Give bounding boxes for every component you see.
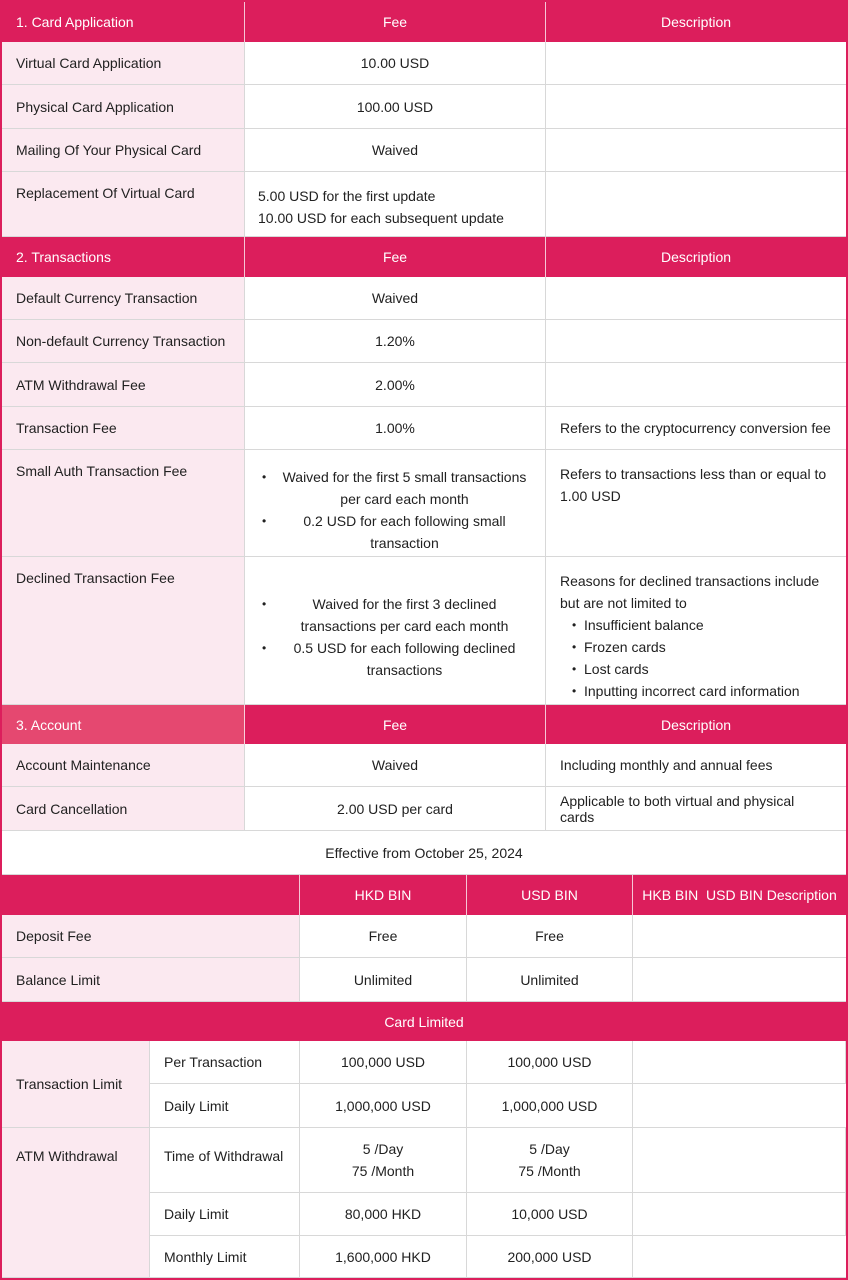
row-label: Non-default Currency Transaction xyxy=(2,320,245,363)
row-label: Transaction Limit xyxy=(2,1041,150,1128)
fee-cell: Waived xyxy=(245,744,546,787)
description-cell xyxy=(546,172,846,237)
fee-cell: 1.20% xyxy=(245,320,546,363)
fee-column-header: Fee xyxy=(245,705,546,744)
description-cell xyxy=(546,277,846,320)
description-cell xyxy=(633,1236,846,1278)
fee-bullet: • 0.5 USD for each following declined transactions xyxy=(260,637,535,681)
hkd-bin-header: HKD BIN xyxy=(300,875,467,915)
description-bullet: • Insufficient balance xyxy=(570,614,800,636)
table-row xyxy=(2,915,846,958)
section-header-card-application xyxy=(2,2,846,42)
table-row xyxy=(2,744,846,787)
description-cell xyxy=(633,1041,846,1084)
table-row xyxy=(2,277,846,320)
description-cell: Applicable to both virtual and physical cards xyxy=(546,787,846,831)
table-row xyxy=(2,363,846,407)
description-intro: Reasons for declined transactions include but are not limited to xyxy=(560,573,820,611)
description-text: Refers to transactions less than or equal to 1.00 USD xyxy=(560,466,827,504)
section-title: 2. Transactions xyxy=(2,237,245,277)
row-label: Physical Card Application xyxy=(2,85,245,129)
description-column-header: Description xyxy=(546,2,846,42)
fee-cell: Waived xyxy=(245,277,546,320)
effective-date-note: Effective from October 25, 2024 xyxy=(2,831,846,875)
description-cell: Refers to the cryptocurrency conversion fee xyxy=(546,407,846,450)
limit-group-atm-withdrawal xyxy=(2,1128,846,1278)
blank-header-cell xyxy=(2,875,300,915)
row-label: Declined Transaction Fee xyxy=(2,557,245,705)
description-cell xyxy=(546,85,846,129)
description-cell xyxy=(546,129,846,172)
fee-cell: 10.00 USD xyxy=(245,42,546,85)
fee-cell: 2.00 USD per card xyxy=(245,787,546,831)
row-label: Virtual Card Application xyxy=(2,42,245,85)
description-cell xyxy=(546,42,846,85)
row-label: Deposit Fee xyxy=(2,915,300,958)
row-label: Small Auth Transaction Fee xyxy=(2,450,245,557)
row-label: Card Cancellation xyxy=(2,787,245,831)
row-label: Mailing Of Your Physical Card xyxy=(2,129,245,172)
value-line: 5 /Day xyxy=(529,1141,570,1157)
row-label: Account Maintenance xyxy=(2,744,245,787)
fee-cell: 1.00% xyxy=(245,407,546,450)
sub-row-label: Monthly Limit xyxy=(150,1236,300,1278)
fee-bullet: • 0.2 USD for each following small transaction xyxy=(260,510,535,554)
hkd-value-cell: 1,600,000 HKD xyxy=(300,1236,467,1278)
table-row xyxy=(2,129,846,172)
section-title: 3. Account xyxy=(2,705,245,744)
limit-group-transaction xyxy=(2,1041,846,1128)
fee-line: 5.00 USD for the first update xyxy=(258,188,436,204)
table-row xyxy=(2,42,846,85)
table-row xyxy=(2,450,846,557)
fee-cell xyxy=(245,172,546,237)
description-column-header: Description xyxy=(546,237,846,277)
sub-row-label: Daily Limit xyxy=(150,1084,300,1128)
row-label: ATM Withdrawal Fee xyxy=(2,363,245,407)
description-bullet-list xyxy=(560,614,800,702)
description-cell xyxy=(633,958,846,1002)
fee-line: 10.00 USD for each subsequent update xyxy=(258,210,504,226)
description-cell xyxy=(633,1128,846,1193)
hkd-value-cell: 80,000 HKD xyxy=(300,1193,467,1236)
description-bullet: • Frozen cards xyxy=(570,636,800,658)
table-row xyxy=(2,958,846,1002)
hkd-value-cell: 100,000 USD xyxy=(300,1041,467,1084)
fee-column-header: Fee xyxy=(245,2,546,42)
description-bullet: • Inputting incorrect card information xyxy=(570,680,800,702)
row-label: Balance Limit xyxy=(2,958,300,1002)
card-limited-banner: Card Limited xyxy=(2,1002,846,1041)
value-line: 75 /Month xyxy=(518,1163,581,1179)
usd-value-cell: Unlimited xyxy=(467,958,633,1002)
hkd-value-cell xyxy=(300,1128,467,1193)
row-label: Default Currency Transaction xyxy=(2,277,245,320)
fee-column-header: Fee xyxy=(245,237,546,277)
value-line: 5 /Day xyxy=(362,1141,404,1157)
description-bullet: • Lost cards xyxy=(570,658,800,680)
fee-cell: 100.00 USD xyxy=(245,85,546,129)
description-cell xyxy=(633,1084,846,1128)
description-cell xyxy=(546,557,846,705)
sub-row-label: Per Transaction xyxy=(150,1041,300,1084)
description-cell xyxy=(546,320,846,363)
section-title: 1. Card Application xyxy=(2,2,245,42)
table-row xyxy=(2,407,846,450)
usd-value-cell xyxy=(467,1128,633,1193)
usd-value-cell: 1,000,000 USD xyxy=(467,1084,633,1128)
description-cell xyxy=(546,363,846,407)
description-column-header: Description xyxy=(546,705,846,744)
table-row xyxy=(2,172,846,237)
value-line: 75 /Month xyxy=(351,1163,415,1179)
usd-value-cell: Free xyxy=(467,915,633,958)
sub-row-label: Daily Limit xyxy=(150,1193,300,1236)
fee-bullet: • Waived for the first 3 declined transactions per card each month xyxy=(260,593,535,637)
usd-value-cell: 100,000 USD xyxy=(467,1041,633,1084)
row-label: Replacement Of Virtual Card xyxy=(2,172,245,237)
fee-bullet: • Waived for the first 5 small transactions per card each month xyxy=(260,466,535,510)
description-cell xyxy=(546,450,846,557)
fee-cell: Waived xyxy=(245,129,546,172)
bin-description-header: HKB BIN USD BIN Description xyxy=(633,875,846,915)
fee-cell xyxy=(245,450,546,557)
usd-value-cell: 10,000 USD xyxy=(467,1193,633,1236)
description-cell xyxy=(633,1193,846,1236)
bin-table-header xyxy=(2,875,846,915)
row-label: ATM Withdrawal xyxy=(2,1128,150,1278)
description-cell: Including monthly and annual fees xyxy=(546,744,846,787)
fee-cell: 2.00% xyxy=(245,363,546,407)
fee-cell xyxy=(245,557,546,705)
section-header-transactions xyxy=(2,237,846,277)
hkd-value-cell: 1,000,000 USD xyxy=(300,1084,467,1128)
table-row xyxy=(2,85,846,129)
hkd-value-cell: Unlimited xyxy=(300,958,467,1002)
table-row xyxy=(2,787,846,831)
row-label: Transaction Fee xyxy=(2,407,245,450)
description-cell xyxy=(633,915,846,958)
usd-value-cell: 200,000 USD xyxy=(467,1236,633,1278)
table-row xyxy=(2,320,846,363)
section-header-account xyxy=(2,705,846,744)
sub-row-label: Time of Withdrawal xyxy=(150,1128,300,1193)
table-row xyxy=(2,557,846,705)
usd-bin-header: USD BIN xyxy=(467,875,633,915)
hkd-value-cell: Free xyxy=(300,915,467,958)
